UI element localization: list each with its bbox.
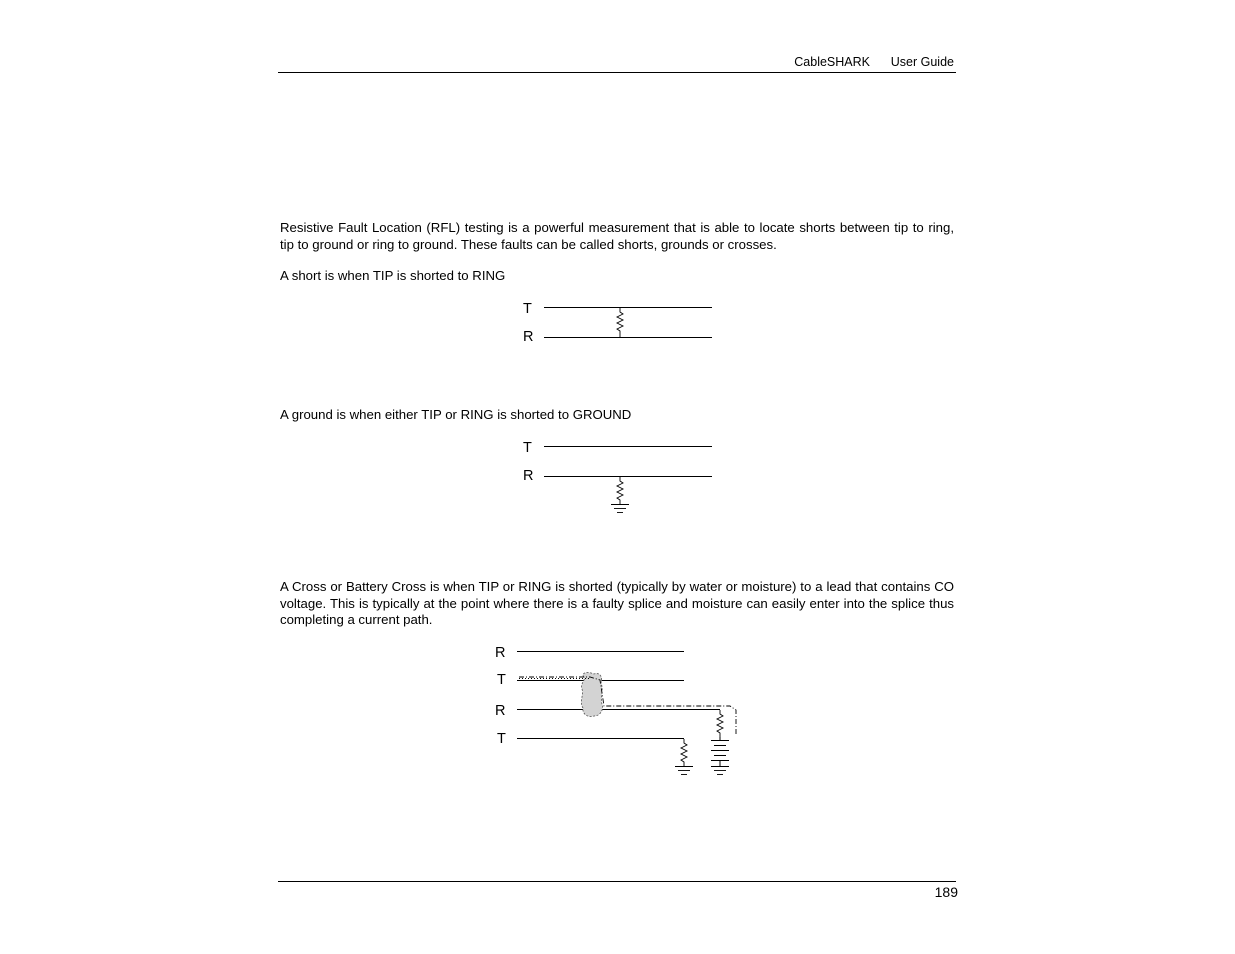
page-number: 189: [934, 884, 958, 900]
resistor-icon: [681, 739, 687, 766]
cross-diagram: [490, 640, 750, 785]
ground-caption: A ground is when either TIP or RING is shorted to GROUND: [280, 407, 632, 422]
footer-rule: [278, 881, 956, 882]
cross-paragraph: A Cross or Battery Cross is when TIP or RING is shorted (typically by water or moisture) to a lead that contains CO voltage. This is typically at the point where there is a faulty splice and moisture can easily enter into the splice thus completing a current path.: [280, 579, 954, 627]
ground-label-t: T: [523, 440, 532, 456]
ground-symbol-icon: [611, 505, 629, 513]
cross-label-r1: R: [495, 645, 506, 661]
cross-label-r2: R: [495, 703, 506, 719]
header-product: CableSHARK: [794, 55, 870, 69]
header-doc-title: User Guide: [890, 55, 954, 69]
short-label-r: R: [523, 329, 534, 345]
short-diagram: [510, 295, 720, 350]
cross-label-t1: T: [497, 672, 506, 688]
intro-paragraph: Resistive Fault Location (RFL) testing is a powerful measurement that is able to locate shorts between tip to ring, tip to ground or ring to ground. These faults can be called shorts, grounds or crosses.: [280, 220, 954, 252]
moisture-splice: [581, 673, 602, 717]
battery-icon: [711, 737, 729, 766]
resistor-icon: [617, 308, 623, 337]
cross-label-t2: T: [497, 731, 506, 747]
current-path: [519, 677, 736, 736]
ground-label-r: R: [523, 468, 534, 484]
page-header: [278, 54, 956, 73]
short-caption: A short is when TIP is shorted to RING: [280, 268, 506, 283]
ground-symbol-icon: [675, 767, 693, 775]
ground-diagram: [510, 434, 720, 519]
resistor-icon: [717, 710, 723, 737]
short-label-t: T: [523, 301, 532, 317]
ground-symbol-icon: [711, 767, 729, 775]
resistor-icon: [617, 477, 623, 504]
